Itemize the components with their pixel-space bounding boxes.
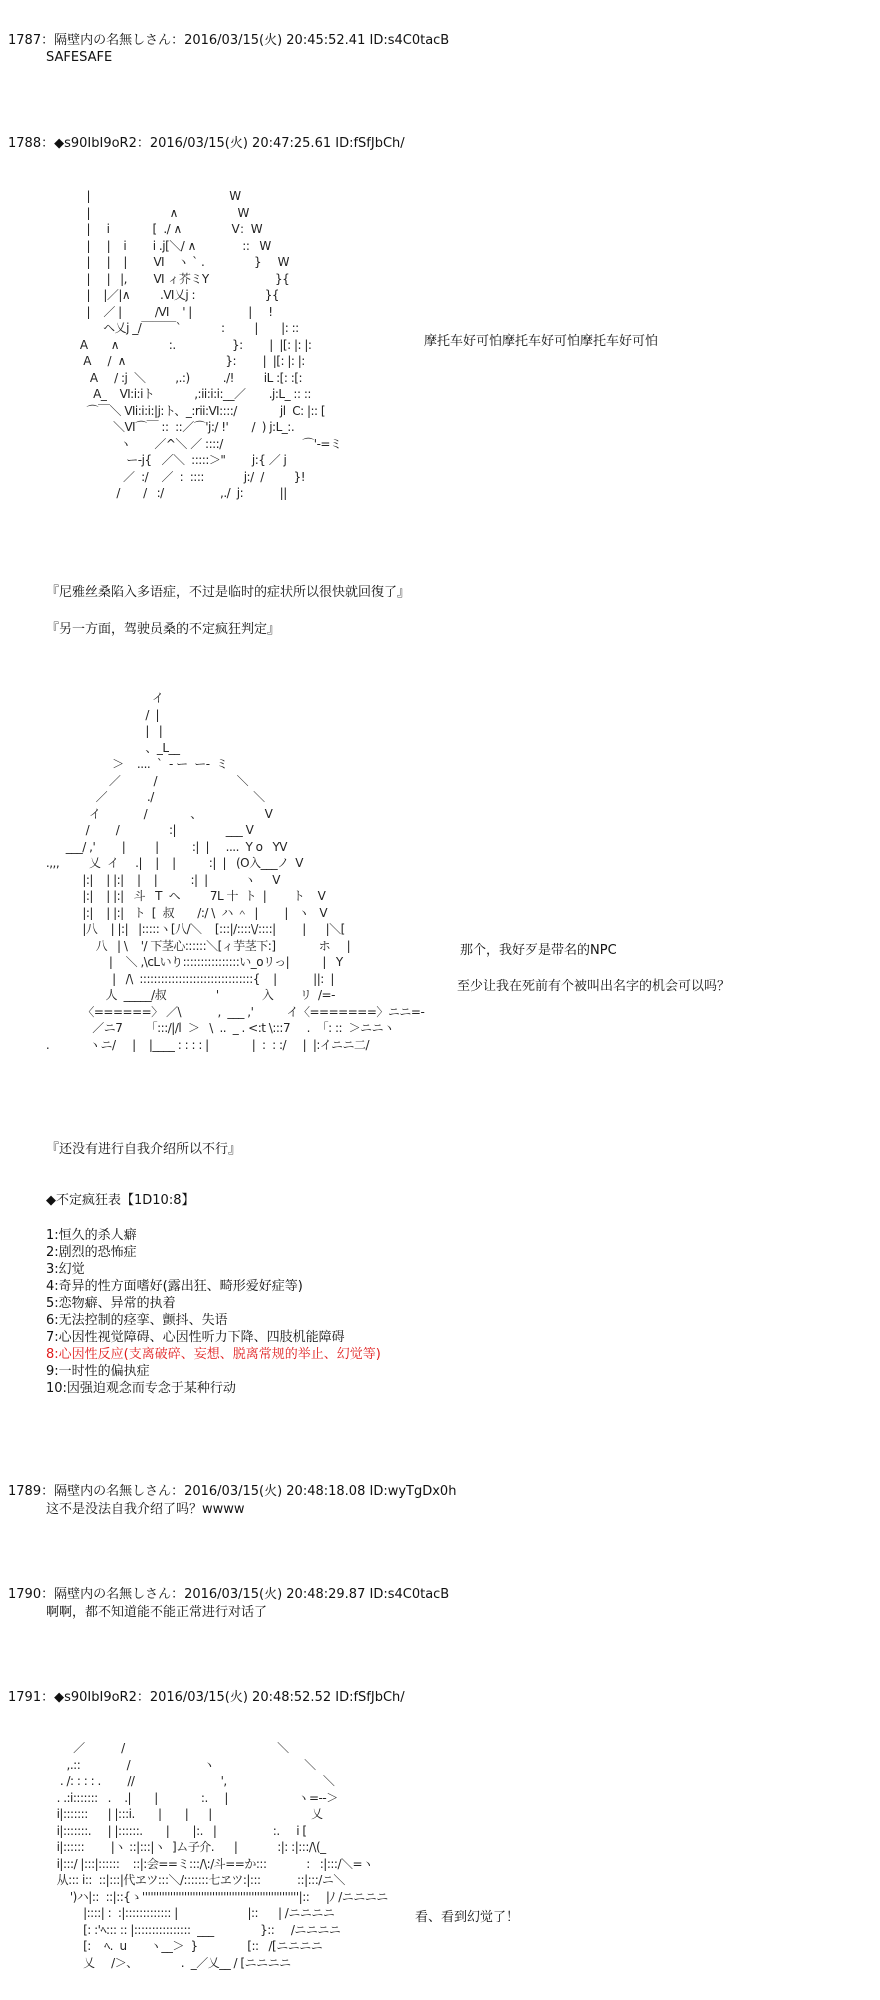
madness-table-item: 1:恒久的杀人癖 bbox=[46, 1228, 137, 1243]
dialogue-motorcycle: 摩托车好可怕摩托车好可怕摩托车好可怕 bbox=[424, 334, 659, 349]
ascii-art-hallucination: ／ / ＼ ,.:: / ヽ ＼ . /: : : : . // ', ＼ . .:i::::::: . .| | :. | ヽ=--＞ i|::::::: | |:::i. | | | 乂 i|:::::::. | |::::::. | |:. | :. i [ i|:::::: |ヽ ::|:::|ヽ ]ム子介. | :|: :|:::/\(_ i|:::/ |:::|:::::: ::|:会==ミ:::/\:/斗==か::: : :|:::/＼=ヽ 从::: i:: ::|:::|代ヱツ:::＼/:::::::七ヱツ:|::: ::|:::/ニ＼ ')ハ|:: ::|::{ゝ''''''''''''''''''''''''''''''''''''''''''''''''''''''''|:: |ﾉ /ニニニニ |::::| : :|::::::::::::: | |:: | /ニニニニ [: :'ﾍ::: :: |:::::::::::::::: ___ }:: /ニニニニ [: ﾍ. u ヽ__＞ } [:: /[ニニニニ 乂 /＞、 . _／乂__ / [ニニニニ bbox=[56, 1741, 388, 1970]
post-header-1787: 1787：隔壁内の名無しさん：2016/03/15(火) 20:45:52.41 ID:s4C0tacB bbox=[8, 33, 450, 48]
madness-table-item-selected: 8:心因性反应(支离破碎、妄想、脱离常规的举止、幻觉等) bbox=[46, 1347, 381, 1362]
madness-table-item: 3:幻觉 bbox=[46, 1262, 85, 1277]
post-body-1787: SAFESAFE bbox=[46, 50, 113, 65]
post-header-1790: 1790：隔壁内の名無しさん：2016/03/15(火) 20:48:29.87 ID:s4C0tacB bbox=[8, 1587, 450, 1602]
ascii-art-driver: イ / | | | 、_L__ ＞ .... ` ‐ ー ー- ミ ／ / ＼ ／ ./ ＼ イ / 、 V / / :| ___ V ___/ ,' | | :| | .... Y o YV .,,, 乂 イ .| | | :| | (O入___ノ V |:| | |:| | | :| | ヽ V |:| | |:| 斗 T ヘ 7L 十 ト | ト V |:| | |:| ト [ 叔 /:/ \ ハ ＾ | | ヽ V |八 | |:| |:::::ヽ[八/＼ [:::|/::::\/::::| | |＼[ 八 | \ '/ 下茎心::::::＼[ィ芋茎下:] ホ | | ＼ ,\cLいり::::::::::::::::い_oリっ| | Y | /\ ::::::::::::::::::::::::::::::::{ | ||: | 人 _____/叔 ' 入 リ /=- 〈======〉 ／\ , ___ ,' イ〈=======〉ニニ=- ／ニ7 「:::/|/l ＞ \ .. _ . <:t \:::7 . 「: :: ＞ニニヽ . ヽニ/ | |____ : : : : | | : : :/ | |:イニニ二/ bbox=[45, 691, 425, 1052]
madness-table-item: 2:剧烈的恐怖症 bbox=[46, 1245, 137, 1260]
madness-table bbox=[46, 1227, 381, 1397]
narration-line-1: 『尼雅丝桑陷入多语症，不过是临时的症状所以很快就回復了』 bbox=[46, 585, 411, 600]
dialogue-hallucination: 看、看到幻觉了！ bbox=[415, 1910, 520, 1925]
madness-table-item: 4:奇异的性方面嗜好(露出狂、畸形爱好症等) bbox=[46, 1279, 303, 1294]
narration-line-3: 『还没有进行自我介绍所以不行』 bbox=[46, 1142, 242, 1157]
madness-table-item: 10:因强迫观念而专念于某种行动 bbox=[46, 1381, 236, 1396]
narration-line-2: 『另一方面，驾驶员桑的不定疯狂判定』 bbox=[46, 622, 281, 637]
madness-table-item: 7:心因性视觉障碍、心因性听力下降、四肢机能障碍 bbox=[46, 1330, 345, 1345]
post-header-1788: 1788：◆s90IbI9oR2：2016/03/15(火) 20:47:25.61 ID:fSfJbCh/ bbox=[8, 136, 405, 151]
post-body-1789: 这不是没法自我介绍了吗？wwww bbox=[46, 1502, 245, 1517]
madness-table-item: 9:一时性的偏执症 bbox=[46, 1364, 150, 1379]
dialogue-npc-name: 那个，我好歹是带名的NPC bbox=[460, 943, 617, 958]
madness-table-item: 6:无法控制的痉挛、颤抖、失语 bbox=[46, 1313, 228, 1328]
madness-table-title: ◆不定疯狂表【1D10:8】 bbox=[46, 1193, 195, 1208]
post-header-1789: 1789：隔壁内の名無しさん：2016/03/15(火) 20:48:18.08 ID:wyTgDx0h bbox=[8, 1484, 457, 1499]
post-header-1791: 1791：◆s90IbI9oR2：2016/03/15(火) 20:48:52.52 ID:fSfJbCh/ bbox=[8, 1690, 405, 1705]
ascii-art-motorcycle: | W | ∧ W | i [ ./ ∧ V：W | | i i .j[＼/ ∧ :: W | | | Ⅵ ヽ ` . } W | | |, Ⅵ ィ芥ミY }{ | |／|∧ .Ⅵ乂j : }{ | ／ | /Ⅵ ' | | ! ヘ乂j _/￣￣￣` : | |: :: A ∧ :. }: | |[: |: |: A / ∧ }: | |[: |: |: A / :j ＼ ,.:) ./! iL :[: :[: A_ Ⅵ:i:iト ,:ii:i:i:__／ .j:L_ :: :: ⌒￣＼ Ⅵi:i:i:|j:ト、_:rii:Ⅵ::::/ jl C: |:: [ ＼Ⅵ⌒￣ :: ::／⌒'j:/ !' / ) j:L_:. ヽ ／^＼ ／ ::::/ ⌒'-=ミ ー-j{ ／＼ :::::＞" j:{ ／ j ／ :/ ／ : :::: j:/ / }! / / :/ ,./ j: || bbox=[79, 189, 342, 500]
post-body-1790: 啊啊，都不知道能不能正常进行对话了 bbox=[46, 1605, 268, 1620]
dialogue-request-name: 至少让我在死前有个被叫出名字的机会可以吗？ bbox=[457, 979, 731, 994]
madness-table-item: 5:恋物癖、异常的执着 bbox=[46, 1296, 176, 1311]
